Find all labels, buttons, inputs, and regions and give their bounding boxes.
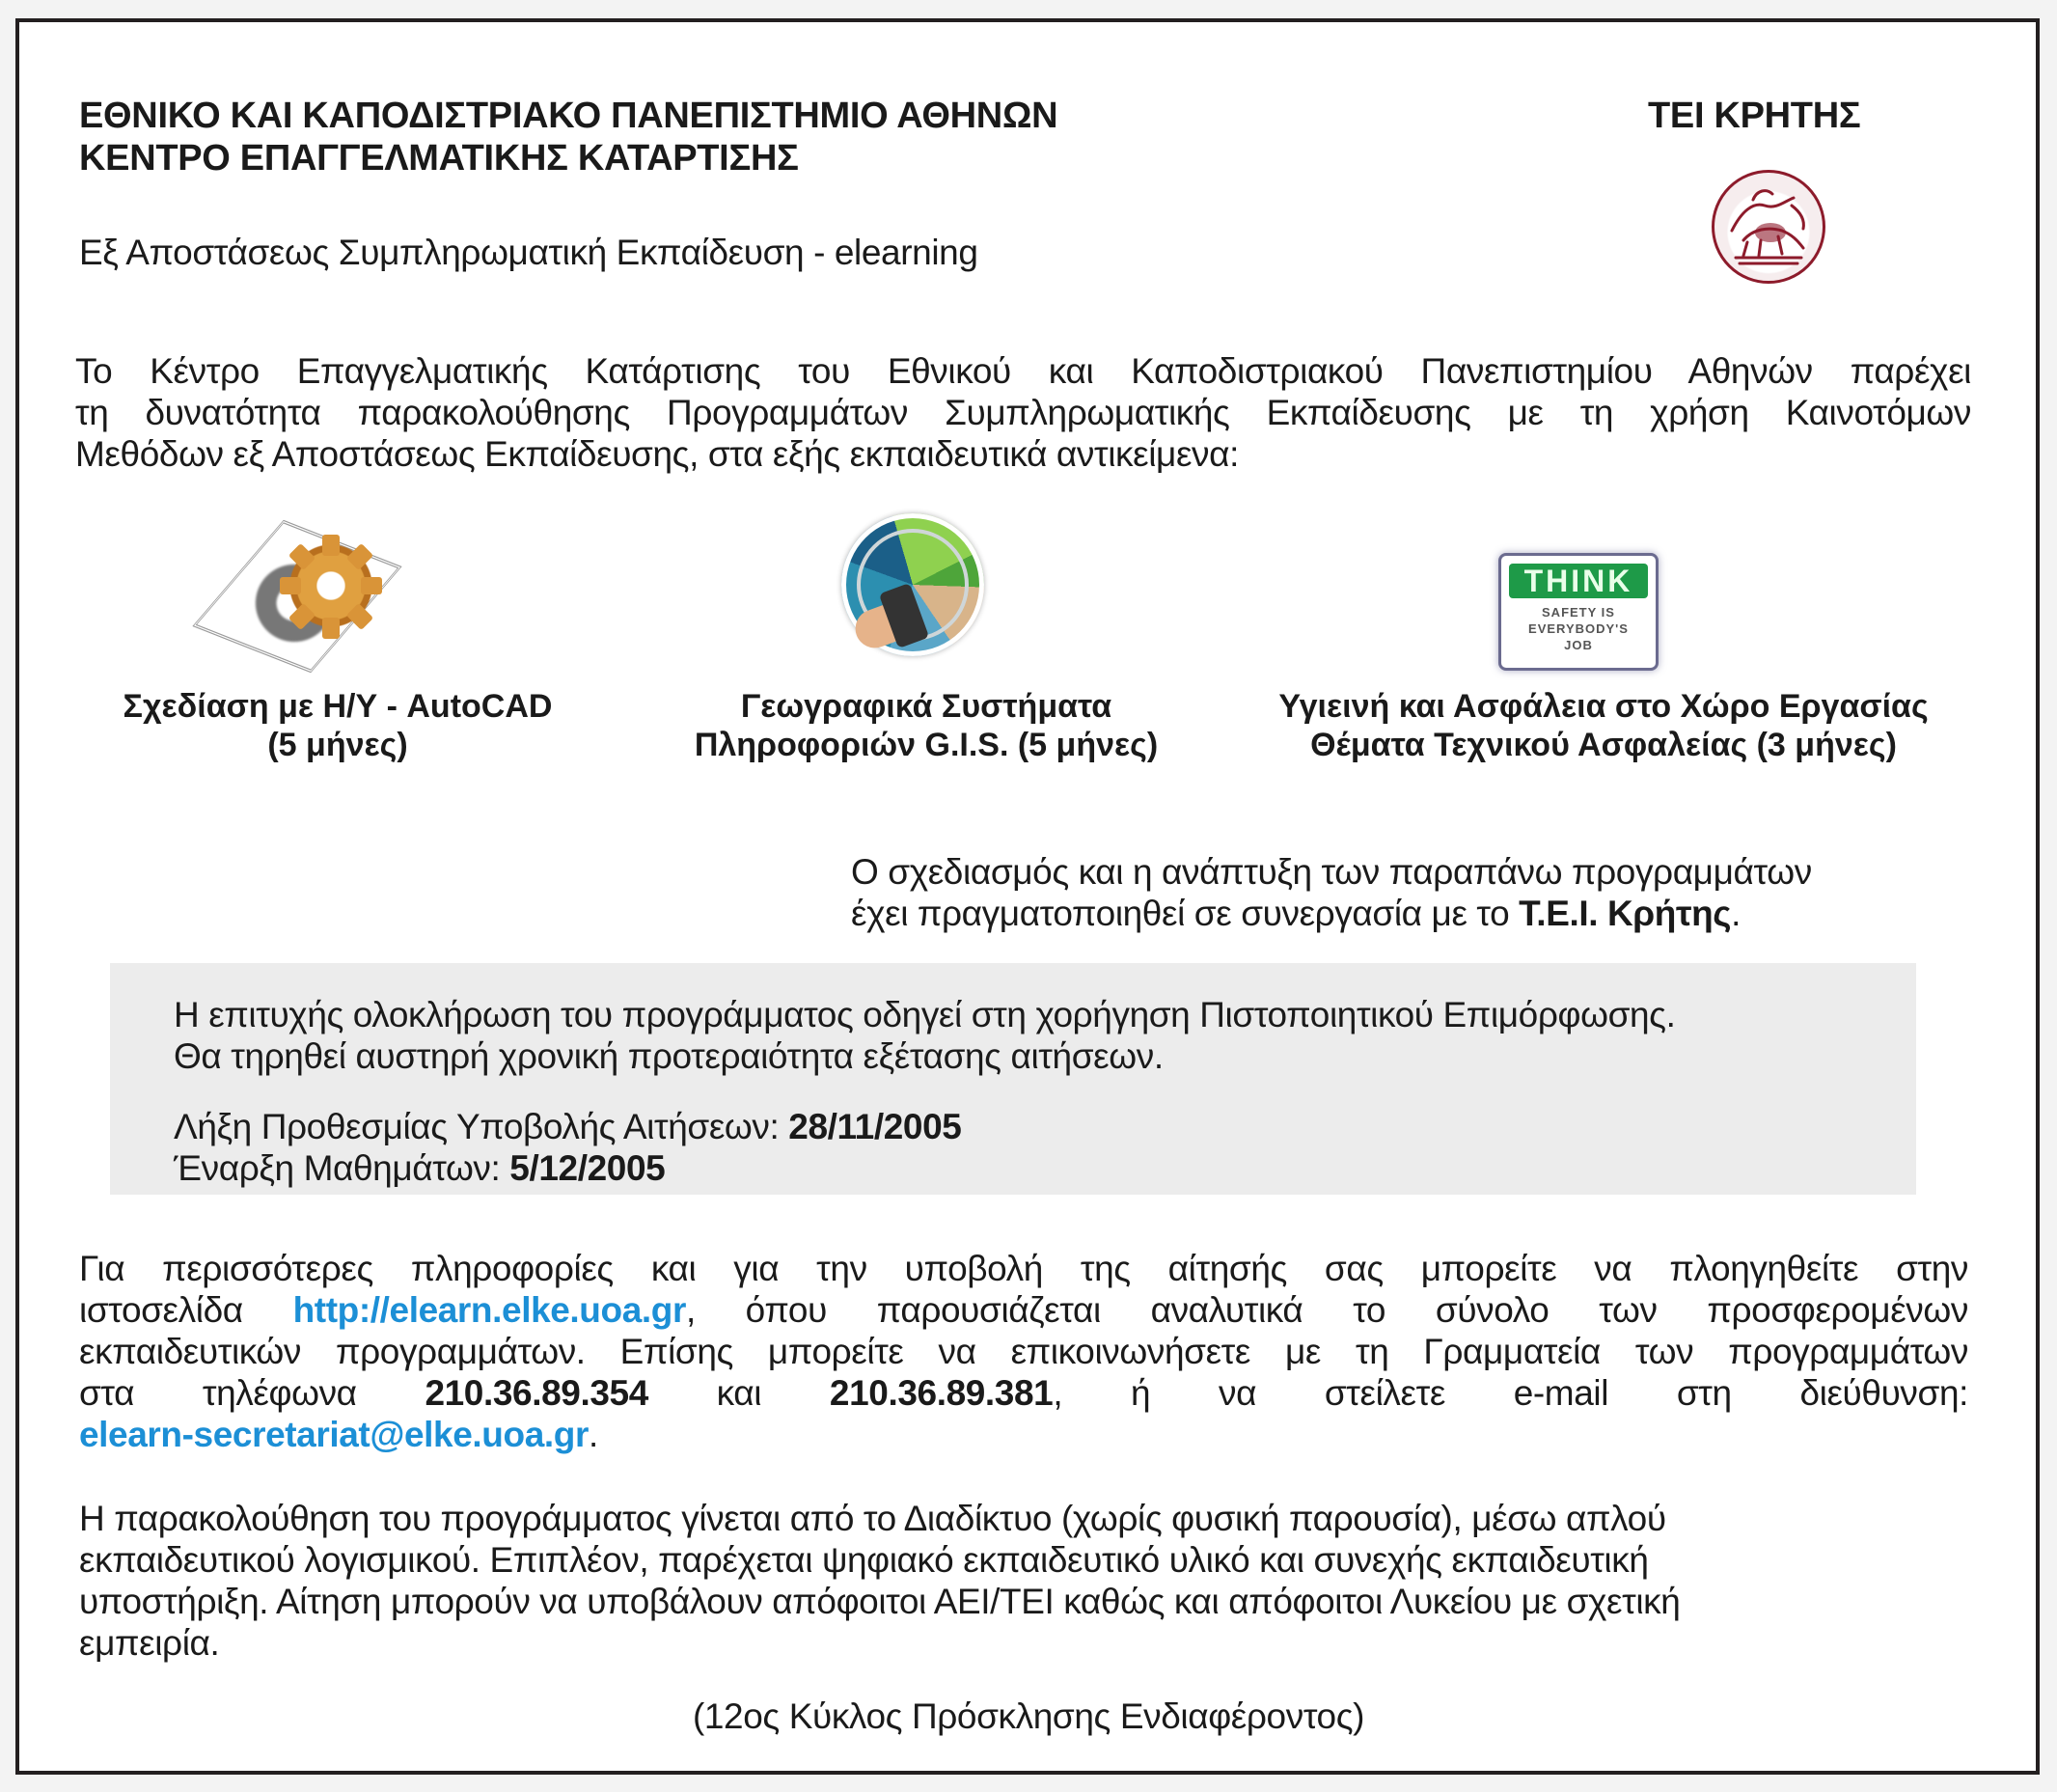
period: .	[1731, 894, 1742, 933]
intro-line-2: τη δυνατότητα παρακολούθησης Προγραμμάτων Συμπληρωματικής Εκπαίδευσης με τη χρήση Καινοτόμων	[75, 393, 1971, 432]
deadline-label: Λήξη Προθεσμίας Υποβολής Αιτήσεων:	[174, 1107, 789, 1146]
course-safety-duration: Θέματα Τεχνικού Ασφαλείας (3 μήνες)	[1310, 727, 1897, 763]
safety-sign-icon	[1498, 553, 1659, 671]
phones-and: και	[647, 1373, 830, 1413]
cycle-note: (12ος Κύκλος Πρόσκλησης Ενδιαφέροντος)	[692, 1696, 1365, 1736]
collaboration-note	[851, 851, 1812, 934]
deadline-value: 28/11/2005	[788, 1107, 962, 1146]
intro-paragraph	[75, 350, 1971, 475]
contact-paragraph	[79, 1248, 1968, 1455]
email-link[interactable]: elearn-secretariat@elke.uoa.gr	[79, 1415, 589, 1454]
subtitle: Εξ Αποστάσεως Συμπληρωματική Εκπαίδευση - elearning	[79, 233, 978, 272]
intro-line-3: Μεθόδων εξ Αποστάσεως Εκπαίδευσης, στα εξής εκπαιδευτικά αντικείμενα:	[75, 434, 1240, 474]
contact-line-4	[79, 1372, 1968, 1414]
attendance-line-1: Η παρακολούθηση του προγράμματος γίνεται από το Διαδίκτυο (χωρίς φυσική παρουσία), μέσω απλού	[79, 1499, 1666, 1538]
notice-line-2: Θα τηρηθεί αυστηρή χρονική προτεραιότητα εξέτασης αιτήσεων.	[174, 1036, 1164, 1076]
tei-crete-seal-icon	[1712, 170, 1825, 284]
attendance-line-4: εμπειρία.	[79, 1623, 220, 1663]
start-row	[174, 1147, 961, 1189]
course-autocad-duration: (5 μήνες)	[267, 727, 408, 763]
course-gis-duration: Πληροφοριών G.I.S. (5 μήνες)	[694, 727, 1159, 763]
website-link[interactable]: http://elearn.elke.uoa.gr	[292, 1290, 686, 1330]
notice-dates	[174, 1106, 961, 1189]
course-safety	[1227, 687, 1980, 764]
sign-header: THINK	[1509, 564, 1648, 598]
attendance-paragraph	[79, 1498, 1961, 1664]
start-value: 5/12/2005	[509, 1148, 666, 1188]
bull-figure-icon	[1714, 173, 1823, 281]
intro-line-1: Το Κέντρο Επαγγελματικής Κατάρτισης του Εθνικού και Καποδιστριακού Πανεπιστημίου Αθηνών παρέχει	[75, 351, 1971, 391]
course-gis-title: Γεωγραφικά Συστήματα	[740, 688, 1112, 725]
university-line-2: ΚΕΝΤΡΟ ΕΠΑΓΓΕΛΜΑΤΙΚΗΣ ΚΑΤΑΡΤΙΣΗΣ	[79, 138, 799, 179]
sign-body	[1501, 604, 1656, 653]
website-prefix: ιστοσελίδα	[79, 1290, 293, 1330]
course-autocad-title: Σχεδίαση με Η/Υ - AutoCAD	[123, 688, 553, 725]
partner-tei-crete: Τ.Ε.Ι. Κρήτης	[1519, 894, 1732, 933]
collaboration-line-1: Ο σχεδιασμός και η ανάπτυξη των παραπάνω προγραμμάτων	[851, 852, 1812, 892]
collaboration-line-2	[851, 893, 1812, 934]
contact-line-3: εκπαιδευτικών προγραμμάτων. Επίσης μπορείτε να επικοινωνήσετε με τη Γραμματεία των προγραμμάτων	[79, 1332, 1968, 1371]
course-safety-title: Υγιεινή και Ασφάλεια στο Χώρο Εργασίας	[1278, 688, 1929, 725]
attendance-line-3: υποστήριξη. Αίτηση μπορούν να υποβάλουν απόφοιτοι ΑΕΙ/ΤΕΙ καθώς και απόφοιτοι Λυκείου με σχετική	[79, 1582, 1681, 1621]
phone-1: 210.36.89.354	[425, 1373, 648, 1413]
contact-line-2	[79, 1289, 1968, 1331]
notice-text	[174, 994, 1676, 1077]
course-autocad	[39, 687, 637, 764]
course-gis	[646, 687, 1206, 764]
attendance-line-2: εκπαιδευτικού λογισμικού. Επιπλέον, παρέχεται ψηφιακό εκπαιδευτικό υλικό και συνεχής εκπαιδευτική	[79, 1540, 1649, 1580]
autocad-gear-drawing-icon	[183, 511, 396, 675]
phones-prefix: στα τηλέφωνα	[79, 1373, 425, 1413]
gis-globe-icon	[837, 513, 992, 658]
university-name	[79, 95, 1057, 179]
phone-2: 210.36.89.381	[829, 1373, 1054, 1413]
university-line-1: ΕΘΝΙΚΟ ΚΑΙ ΚΑΠΟΔΙΣΤΡΙΑΚΟ ΠΑΝΕΠΙΣΤΗΜΙΟ ΑΘΗΝΩΝ	[79, 96, 1058, 136]
contact-line-5	[79, 1414, 1968, 1455]
sign-line-2: EVERYBODY'S	[1528, 621, 1629, 636]
email-suffix: .	[588, 1415, 598, 1454]
notice-line-1: Η επιτυχής ολοκλήρωση του προγράμματος οδηγεί στη χορήγηση Πιστοποιητικού Επιμόρφωσης.	[174, 995, 1676, 1034]
website-suffix: , όπου παρουσιάζεται αναλυτικά το σύνολο των προσφερομένων	[685, 1290, 1968, 1330]
start-label: Έναρξη Μαθημάτων:	[174, 1148, 510, 1188]
sign-line-3: JOB	[1564, 638, 1593, 652]
deadline-row	[174, 1106, 961, 1147]
email-prefix: , ή να στείλετε e-mail στη διεύθυνση:	[1053, 1373, 1968, 1413]
sign-line-1: SAFETY IS	[1542, 605, 1615, 620]
contact-line-1: Για περισσότερες πληροφορίες και για την υποβολή της αίτησής σας μπορείτε να πλοηγηθείτε στην	[79, 1249, 1968, 1288]
partner-name: ΤΕΙ ΚΡΗΤΗΣ	[1648, 96, 1861, 136]
collaboration-text: έχει πραγματοποιηθεί σε συνεργασία με το	[851, 894, 1520, 933]
